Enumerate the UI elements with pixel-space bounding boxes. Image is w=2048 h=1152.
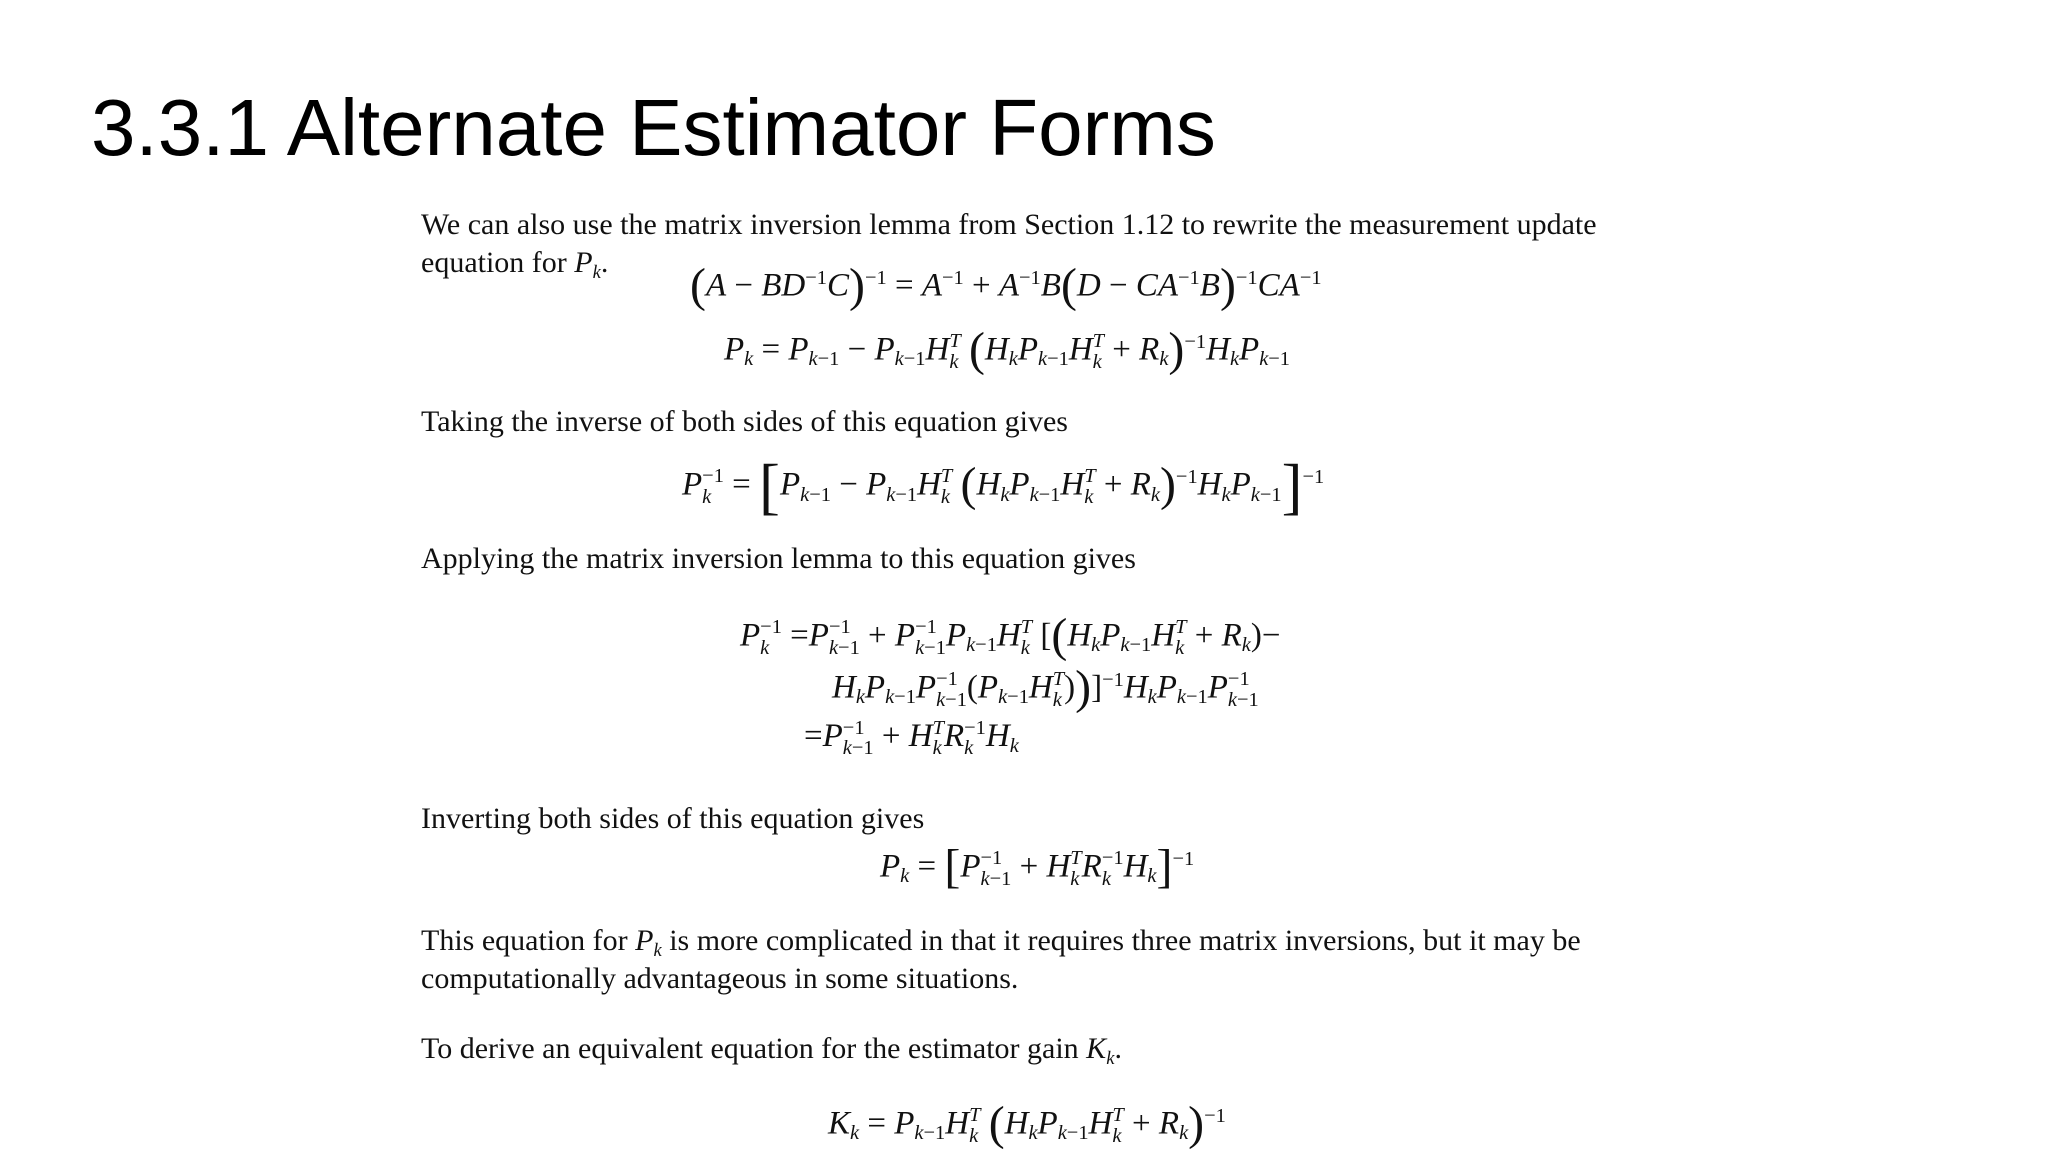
equation-estimator-gain: $K_k = P_{k-1}H$ T k ($H_kP_{k-1}H$ T k + $R_k)^{-1}$ (828, 1097, 1226, 1150)
paragraph-intro-line1: We can also use the matrix inversion lemma from Section 1.12 to rewrite the measurement update (421, 208, 1597, 241)
equation-lemma-line2: $H_kP_{k-1}P$ −1 k−1 ($P_{k-1}H$ T k ))]$^{-1}H_kP_{k-1}P$ −1 k−1 (832, 661, 1259, 714)
paragraph-complexity (421, 922, 1581, 998)
paragraph-gain: To derive an equivalent equation for the estimator gain $K_k$. (421, 1032, 1122, 1069)
equation-information-form: $P_k = [P$ −1 k−1 + H T k R −1 k $H_k]^{-1}$ (880, 840, 1195, 893)
paragraph-complexity-line1: This equation for $P_k$ is more complicated in that it requires three matrix inversions, but it may be (421, 924, 1581, 961)
paragraph-inverse-both-sides: Taking the inverse of both sides of this equation gives (421, 405, 1068, 438)
equation-matrix-inversion-lemma: $(A - BD^{-1}C)^{-1} = A^{-1} + A^{-1}B(D - CA^{-1}B)^{-1}CA^{-1}$ (690, 259, 1322, 312)
paragraph-inverting: Inverting both sides of this equation gives (421, 802, 925, 835)
paragraph-complexity-line2: computationally advantageous in some situations. (421, 962, 1019, 995)
equation-lemma-line3: =P −1 k−1 + H T k R −1 k $H_k$ (804, 717, 1019, 760)
equation-inverse-pk: P −1 k = [$P_{k-1} - P_{k-1}H$ T k ($H_kP_{k-1}H$ T k + $R_k)^{-1}H_kP_{k-1}]^{-1}$ (682, 451, 1325, 521)
slide-title: 3.3.1 Alternate Estimator Forms (91, 83, 1216, 172)
paragraph-apply-lemma: Applying the matrix inversion lemma to this equation gives (421, 542, 1136, 575)
equation-lemma-line1: P −1 k =P −1 k−1 + P −1 k−1 $P_{k-1}H$ T k [($H_kP_{k-1}H$ T k + $R_k)-$ (740, 609, 1281, 662)
paragraph-intro-line2: equation for $P_k$. (421, 246, 609, 283)
equation-covariance-update: $P_k = P_{k-1} - P_{k-1}H$ T k ($H_kP_{k-1}H$ T k + $R_k)^{-1}H_kP_{k-1}$ (724, 323, 1291, 376)
